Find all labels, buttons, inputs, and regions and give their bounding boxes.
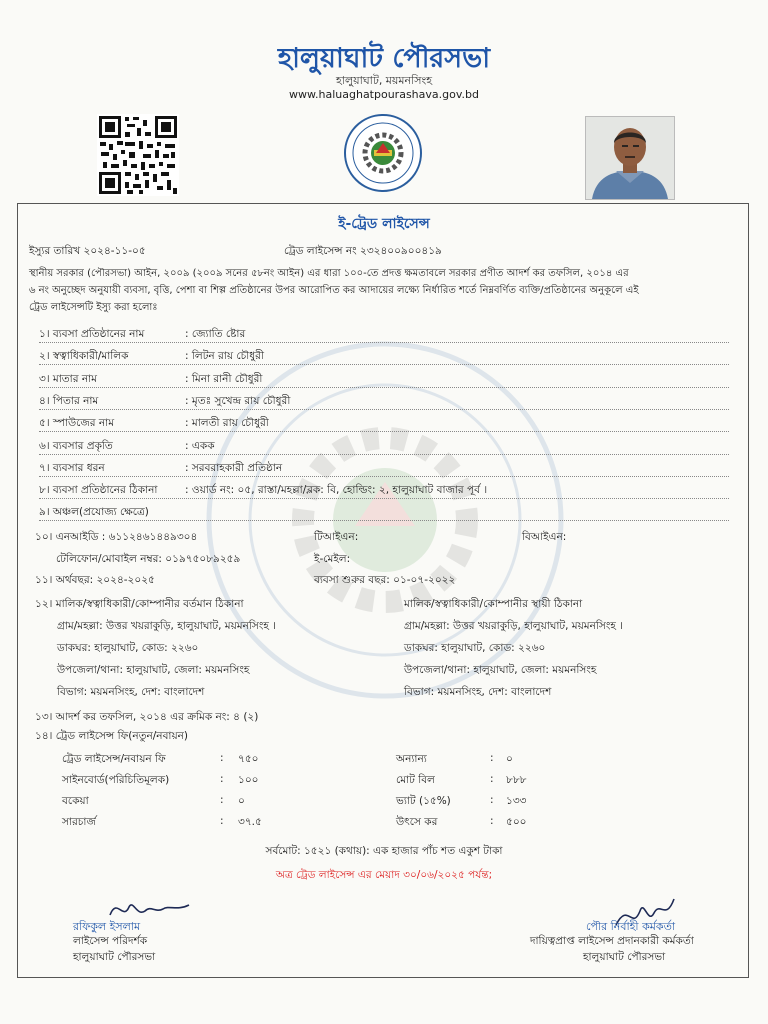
tin: টিআইএন: — [314, 531, 359, 543]
municipality-title: হালুয়াঘাট পৌরসভা — [277, 43, 491, 74]
grand-total: সর্বমোট: ১৫২১ (কথায়): এক হাজার পাঁচ শত একুশ টাকা — [265, 845, 503, 857]
owner-photo — [585, 116, 675, 200]
fee-colon: : — [220, 752, 224, 764]
fee-colon: : — [220, 815, 224, 827]
left-signatory-office: হালুয়াঘাট পৌরসভা — [73, 951, 156, 963]
field-value: : মিনা রানী চৌধুরী — [185, 372, 263, 385]
fee-value: ৩৭.৫ — [238, 816, 262, 828]
validity-note: অত্র ট্রেড লাইসেন্স এর মেয়াদ ৩০/০৬/২০২৫ পর্যন্ত; — [275, 869, 493, 881]
fee-colon: : — [220, 794, 224, 806]
tax-schedule: ১৩। আদর্শ কর তফসিল, ২০১৪ এর ক্রমিক নং: ৪ (২) — [35, 711, 259, 723]
fee-label: অন্যান্য — [396, 753, 427, 765]
fee-colon: : — [490, 794, 494, 806]
bin: বিআইএন: — [522, 531, 567, 543]
field-label: ৬। ব্যবসার প্রকৃতি — [39, 439, 113, 452]
phone: টেলিফোন/মোবাইল নম্বর: ০১৯৭৫০৮৯২৫৯ — [56, 553, 241, 565]
fee-label: সাইনবোর্ড(পরিচিতিমূলক) — [62, 774, 170, 786]
address-line: উপজেলা/থানা: হালুয়াঘাট, জেলা: ময়মনসিংহ — [404, 664, 597, 676]
fee-value: ০ — [238, 795, 245, 807]
address-line: বিভাগ: ময়মনসিংহ, দেশ: বাংলাদেশ — [57, 686, 205, 698]
right-signatory-office: হালুয়াঘাট পৌরসভা — [583, 951, 666, 963]
fee-label: মোট বিল — [396, 774, 435, 786]
fee-label: ট্রেড লাইসেন্স/নবায়ন ফি — [62, 753, 166, 765]
license-number: ট্রেড লাইসেন্স নং ২৩২৪০০৯০০৪১৯ — [284, 245, 442, 257]
field-divider — [39, 454, 729, 455]
field-label: ৩। মাতার নাম — [39, 372, 97, 385]
municipality-seal-logo — [343, 113, 423, 193]
field-value: : জ্যোতি ষ্টোর — [185, 328, 246, 340]
field-value: : মৃতঃ সুখেন্দ্র রায় চৌধুরী — [185, 394, 291, 407]
qr-code — [97, 114, 179, 196]
fiscal-year: ১১। অর্থবছর: ২০২৪-২০২৫ — [35, 574, 155, 586]
field-divider — [39, 431, 729, 432]
field-divider — [39, 520, 729, 521]
address-line: গ্রাম/মহল্লা: উত্তর খয়রাকুড়ি, হালুয়াঘাট, ময়মনসিংহ । — [404, 620, 623, 632]
field-label: ৫। স্পাউজের নাম — [39, 417, 115, 430]
fee-label: ভ্যাট (১৫%) — [396, 795, 451, 807]
address-line: গ্রাম/মহল্লা: উত্তর খয়রাকুড়ি, হালুয়াঘাট, ময়মনসিংহ । — [57, 620, 276, 632]
address-line: বিভাগ: ময়মনসিংহ, দেশ: বাংলাদেশ — [404, 686, 552, 698]
fee-value: ৭৫০ — [238, 753, 259, 765]
address-line: ডাকঘর: হালুয়াঘাট, কোড: ২২৬০ — [404, 642, 546, 654]
field-value: : লিটন রায় চৌধুরী — [185, 350, 264, 363]
field-divider — [39, 364, 729, 365]
field-label: ২। স্বত্বাধিকারী/মালিক — [39, 350, 129, 363]
business-start: ব্যবসা শুরুর বছর: ০১-০৭-২০২২ — [314, 574, 456, 586]
field-label: ১। ব্যবসা প্রতিষ্ঠানের নাম — [39, 328, 145, 340]
fee-colon: : — [490, 752, 494, 764]
fee-value: ০ — [506, 753, 513, 765]
intro-line-2: ৬ নং অনুচ্ছেদ অনুযায়ী ব্যবসা, বৃত্তি, পেশা বা শিল্প প্রতিষ্ঠানের উপর আরোপিত কর আদায়ের লক্ষ্যে নির্ধারিত শর্তে নিম্নবর্ণিত ব্যক্তি/প্রতিষ্ঠানের অনুকূলে এই — [29, 285, 639, 296]
nid: ১০। এনআইডি : ৬১১২৪৬১৪৪৯৩০৪ — [35, 531, 198, 543]
intro-line-3: ট্রেড লাইসেন্সটি ইস্যু করা হলোঃ — [29, 302, 158, 313]
field-label: ৯। অঞ্চল(প্রযোজ্য ক্ষেত্রে) — [39, 506, 149, 519]
municipality-location: হালুয়াঘাট, ময়মনসিংহ — [336, 74, 432, 87]
address-line: উপজেলা/থানা: হালুয়াঘাট, জেলা: ময়মনসিংহ — [57, 664, 250, 676]
municipality-website: www.haluaghatpourashava.gov.bd — [289, 88, 479, 101]
fee-header: ১৪। ট্রেড লাইসেন্স ফি(নতুন/নবায়ন) — [35, 730, 189, 742]
address-line: ডাকঘর: হালুয়াঘাট, কোড: ২২৬০ — [57, 642, 199, 654]
field-label: ৭। ব্যবসার ধরন — [39, 461, 105, 474]
field-value: : ওয়ার্ড নং: ০৫, রাস্তা/মহল্লা/ব্লক: বি, হোল্ডিং: ২, হালুয়াঘাট বাজার পূর্ব । — [185, 484, 488, 497]
left-signatory-title: লাইসেন্স পরিদর্শক — [73, 935, 148, 947]
field-divider — [39, 342, 729, 343]
field-divider — [39, 387, 729, 388]
document-title: ই-ট্রেড লাইসেন্স — [338, 216, 430, 232]
field-divider — [39, 409, 729, 410]
right-signatory-title: দায়িত্বপ্রাপ্ত লাইসেন্স প্রদানকারী কর্মকর্তা — [530, 935, 694, 947]
field-label: ৮। ব্যবসা প্রতিষ্ঠানের ঠিকানা — [39, 484, 158, 497]
fee-value: ১৩৩ — [506, 795, 527, 807]
field-value: : মালতী রায় চৌধুরী — [185, 417, 269, 430]
right-stamp-title: পৌর নির্বাহী কর্মকর্তা — [586, 920, 676, 933]
fee-label: উৎসে কর — [396, 816, 438, 828]
fee-label: সারচার্জ — [62, 816, 96, 828]
email: ই-মেইল: — [314, 553, 351, 565]
fee-value: ৫০০ — [506, 816, 527, 828]
intro-line-1: স্থানীয় সরকার (পৌরসভা) আইন, ২০০৯ (২০০৯ সনের ৫৮নং আইন) এর ধারা ১০০-তে প্রদত্ত ক্ষমতাবলে সরকার প্রণীত আদর্শ কর তফসিল, ২০১৪ এর — [29, 268, 629, 279]
fee-colon: : — [490, 773, 494, 785]
fee-colon: : — [490, 815, 494, 827]
fee-colon: : — [220, 773, 224, 785]
permanent-address-header: মালিক/স্বত্বাধিকারী/কোম্পানীর স্থায়ী ঠিকানা — [404, 598, 583, 610]
field-divider — [39, 476, 729, 477]
fields-list — [39, 327, 739, 527]
present-address-header: ১২। মালিক/স্বত্বাধিকারী/কোম্পানীর বর্তমান ঠিকানা — [35, 598, 244, 610]
field-value: : একক — [185, 439, 215, 452]
left-stamp-name: রফিকুল ইসলাম — [73, 920, 141, 933]
field-label: ৪। পিতার নাম — [39, 394, 99, 407]
issue-date: ইস্যুর তারিখ ২০২৪-১১-০৫ — [29, 245, 146, 257]
fee-value: ১০০ — [238, 774, 259, 786]
field-value: : সরবরাহকারী প্রতিষ্ঠান — [185, 461, 283, 474]
fee-label: বকেয়া — [62, 795, 89, 807]
fee-value: ৮৮৮ — [506, 774, 527, 786]
